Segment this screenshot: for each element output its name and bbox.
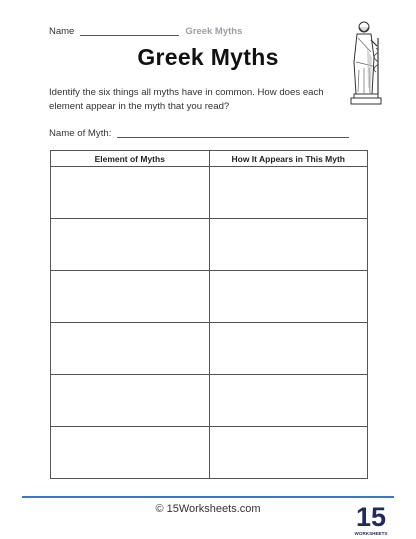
appearance-cell[interactable]	[209, 427, 368, 479]
table-row	[51, 167, 368, 219]
page-title: Greek Myths	[137, 44, 279, 70]
element-cell[interactable]	[51, 323, 210, 375]
logo-number: 15	[355, 502, 387, 532]
15worksheets-logo	[354, 498, 388, 538]
logo-text: WORKSHEETS	[354, 531, 388, 536]
myth-name-row	[49, 128, 349, 139]
table-header-row	[51, 151, 368, 167]
footer-copyright: © 15Worksheets.com	[155, 503, 261, 515]
column-header-element: Element of Myths	[51, 151, 210, 167]
name-label: Name	[49, 26, 75, 37]
name-row	[49, 26, 242, 37]
table-row	[51, 427, 368, 479]
appearance-cell[interactable]	[209, 375, 368, 427]
myth-name-label: Name of Myth:	[49, 128, 112, 139]
column-header-appearance: How It Appears in This Myth	[209, 151, 368, 167]
appearance-cell[interactable]	[209, 323, 368, 375]
header-subject: Greek Myths	[185, 26, 243, 37]
table-row	[51, 323, 368, 375]
table-row	[51, 219, 368, 271]
element-cell[interactable]	[51, 427, 210, 479]
element-cell[interactable]	[51, 271, 210, 323]
appearance-cell[interactable]	[209, 271, 368, 323]
table-row	[51, 271, 368, 323]
instructions-text: Identify the six things all myths have in common. How does each element appear in the myth that you read?	[49, 87, 324, 112]
appearance-cell[interactable]	[209, 219, 368, 271]
appearance-cell[interactable]	[209, 167, 368, 219]
element-cell[interactable]	[51, 375, 210, 427]
myth-name-blank-line[interactable]	[117, 137, 349, 138]
table-row	[51, 375, 368, 427]
myth-elements-table	[50, 150, 368, 479]
element-cell[interactable]	[51, 167, 210, 219]
footer-divider	[22, 496, 394, 498]
name-blank-line[interactable]	[80, 35, 179, 36]
element-cell[interactable]	[51, 219, 210, 271]
